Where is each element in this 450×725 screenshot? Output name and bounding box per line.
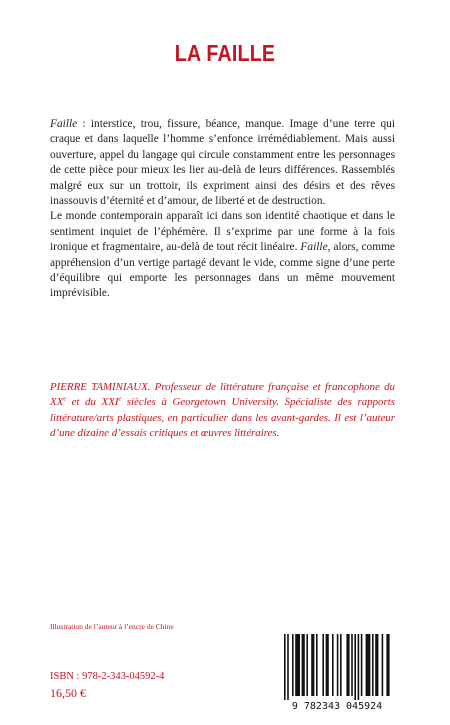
barcode-bar — [361, 634, 363, 696]
barcode-bar — [302, 634, 305, 696]
isbn: ISBN : 978-2-343-04592-4 — [50, 671, 165, 682]
book-title: LA FAILLE — [174, 40, 276, 66]
barcode-bar — [340, 634, 342, 696]
blurb-paragraph-1 — [50, 117, 395, 209]
barcode-bar — [375, 634, 378, 696]
barcode-bar — [386, 634, 389, 696]
barcode-bar — [372, 634, 374, 696]
barcode-bars — [284, 634, 390, 700]
barcode-bar — [346, 634, 349, 696]
barcode-bar — [284, 634, 286, 700]
barcode-bar — [322, 634, 324, 696]
century-superscript: e — [118, 396, 122, 403]
barcode-graphic — [276, 630, 398, 712]
barcode-bar — [351, 634, 353, 696]
century-superscript: e — [63, 396, 66, 403]
illustration-credit: Illustration de l’auteur à l’encre de Chine — [50, 622, 174, 631]
blurb-text: Le monde contemporain apparaît ici dans son identité chaotique et dans le sentiment inquiet de l’éphémère. Il s’exprime par une forme à la fois ironique et fragmentaire, au-delà de tout récit linéaire. — [50, 210, 395, 254]
barcode-bar — [306, 634, 308, 696]
blurb-text: : interstice, trou, fissure, béance, manque. Image d’une terre qui craque et dans laquelle l’homme s’enfonce irrémédiablement. Mais aussi ouverture, appel du langage qui circule constamment entre les personnages de cette pièce pour mieux les lier au-delà de leurs différences. Rassemblés malgré eux sur un trottoir, ils expriment ainsi des désirs et des rêves inassouvis d’éternité et d’amour, de liberté et de destruction. — [50, 118, 395, 208]
author-bio-part: et du XXI — [65, 396, 119, 409]
blurb-paragraph-2 — [50, 209, 395, 301]
blurb-term: Faille — [300, 241, 328, 254]
barcode-bar — [326, 634, 329, 696]
barcode-bar — [354, 634, 356, 700]
barcode-bar — [287, 634, 289, 700]
barcode-bar — [292, 634, 294, 696]
barcode-bar — [332, 634, 334, 696]
author-bio-text — [50, 380, 395, 441]
price: 16,50 € — [50, 686, 86, 700]
blurb-term: Faille — [50, 118, 78, 130]
barcode-bar — [295, 634, 300, 696]
barcode-bar — [366, 634, 371, 696]
barcode-bar — [382, 634, 384, 696]
author-bio-part: siècles à Georgetown University. Spécialiste des rapports littérature/arts plastiques, en particulier dans les avant-gardes. Il est l’auteur d’une dizaine d’essais critiques et œuvres littéraires. — [50, 396, 395, 439]
back-cover-blurb — [50, 117, 395, 302]
barcode-bar — [358, 634, 360, 700]
barcode-bar — [311, 634, 314, 696]
author-bio-part: PIERRE TAMINIAUX. Professeur de littérature française et francophone du XX — [50, 381, 395, 409]
barcode-bar — [316, 634, 318, 696]
barcode-bar — [337, 634, 339, 696]
author-bio — [50, 380, 395, 441]
blurb-text: , alors, comme appréhension d’un vertige partagé devant le vide, comme signe d’une perte d’équilibre qui emporte les personnages dans un même mouvement imprévisible. — [50, 241, 395, 300]
barcode — [276, 630, 398, 712]
barcode-digits: 9 782343 045924 — [291, 701, 383, 712]
